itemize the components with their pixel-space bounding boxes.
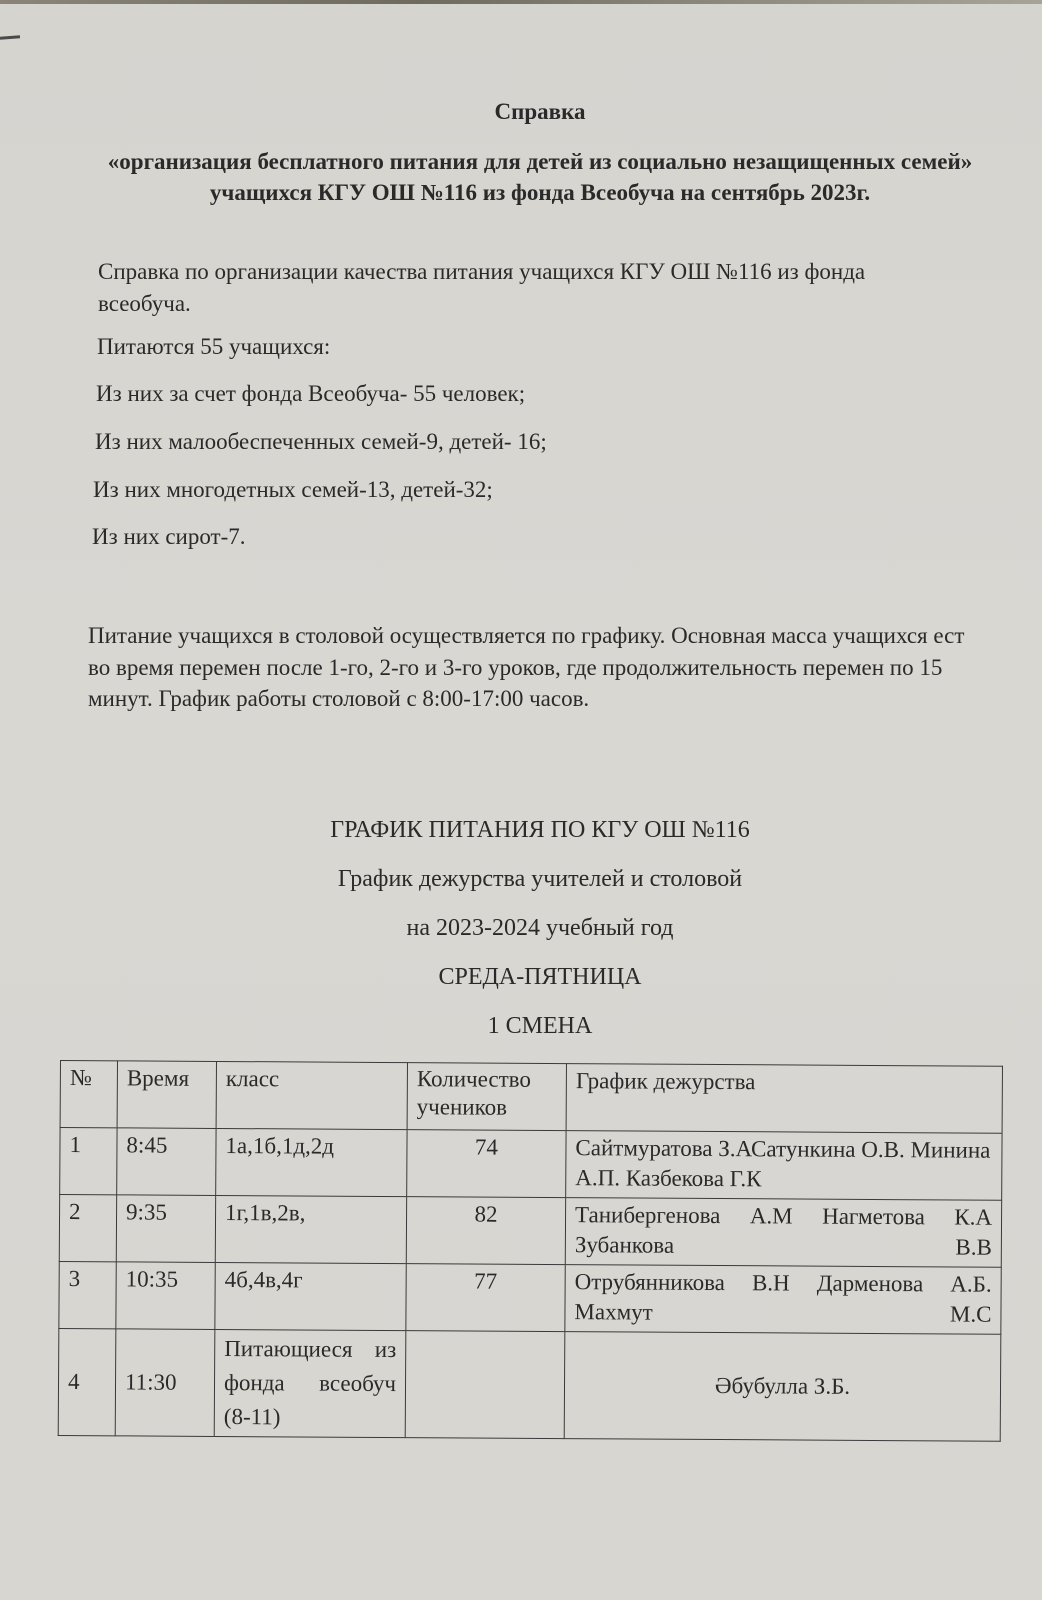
header-number: №: [60, 1061, 117, 1128]
header-count: Количество учеников: [407, 1063, 566, 1131]
table-row: [60, 1128, 1002, 1201]
cell-classes: 1г,1в,2в,: [215, 1195, 406, 1263]
cell-count: 77: [406, 1264, 565, 1332]
header-class: класс: [216, 1061, 407, 1129]
stat-line-fund: Из них за счет фонда Всеобуча- 55 человек;: [96, 381, 526, 406]
cell-time: 11:30: [115, 1329, 215, 1437]
cell-count: 74: [407, 1130, 566, 1198]
cell-time: 8:45: [117, 1128, 216, 1196]
cell-classes: 4б,4в,4г: [215, 1262, 406, 1330]
cell-classes: 1а,1б,1д,2д: [216, 1128, 407, 1196]
cell-number: 4: [58, 1328, 116, 1435]
shift-label: 1 СМЕНА: [487, 1013, 593, 1039]
cell-duty: Танибергенова А.М Нагметова К.А Зубанкова В.В: [565, 1198, 1001, 1268]
cell-count: [405, 1331, 565, 1439]
cell-time: 10:35: [116, 1262, 215, 1330]
stat-line-orphans: Из них сирот-7.: [92, 524, 246, 549]
table-row: [59, 1261, 1001, 1334]
cell-duty: Сайтмуратова З.АСатункина О.В. Минина А.П. Казбекова Г.К: [566, 1131, 1002, 1201]
school-year: на 2023-2024 учебный год: [406, 915, 674, 941]
cell-number: 1: [60, 1128, 117, 1195]
header-time: Время: [117, 1061, 216, 1129]
cell-number: 3: [59, 1261, 116, 1328]
stat-line-total: Питаются 55 учащихся:: [97, 334, 331, 359]
table-header-row: [60, 1061, 1002, 1134]
stat-line-large-families: Из них многодетных семей-13, детей-32;: [93, 477, 493, 502]
cell-number: 2: [59, 1195, 116, 1262]
cell-time: 9:35: [116, 1195, 215, 1263]
cell-count: 82: [406, 1197, 565, 1265]
table-row: [58, 1328, 1001, 1441]
cell-duty: Әбубулла З.Б.: [564, 1332, 1001, 1442]
days-label: СРЕДА-ПЯТНИЦА: [438, 964, 642, 990]
header-duty: График дежурства: [566, 1064, 1002, 1134]
schedule-subtitle: График дежурства учителей и столовой: [337, 866, 743, 892]
table-row: [59, 1195, 1001, 1268]
stat-line-low-income: Из них малообеспеченных семей-9, детей- 16;: [95, 429, 547, 454]
cell-duty: Отрубянникова В.Н Дарменова А.Б. Махмут М.С: [565, 1265, 1001, 1335]
schedule-table: [58, 1060, 1003, 1442]
canteen-paragraph: Питание учащихся в столовой осуществляется по графику. Основная масса учащихся ест во время перемен после 1-го, 2-го и 3-го уроков, где продолжительность перемен по 15 минут. График работы столовой с 8:00-17:00 часов.: [88, 623, 965, 711]
document-subtitle: «организация бесплатного питания для детей из социально незащищенных семей» учащихся КГУ ОШ №116 из фонда Всеобуча на сентябрь 2023г.: [107, 149, 973, 205]
cell-classes: Питающиеся из фонда всеобуч (8-11): [214, 1329, 406, 1437]
paper-top-edge: [0, 0, 1042, 4]
schedule-title: ГРАФИК ПИТАНИЯ ПО КГУ ОШ №116: [330, 817, 750, 843]
document-heading: Справка: [494, 99, 586, 124]
intro-text: Справка по организации качества питания учащихся КГУ ОШ №116 из фонда всеобуча.: [98, 259, 866, 316]
